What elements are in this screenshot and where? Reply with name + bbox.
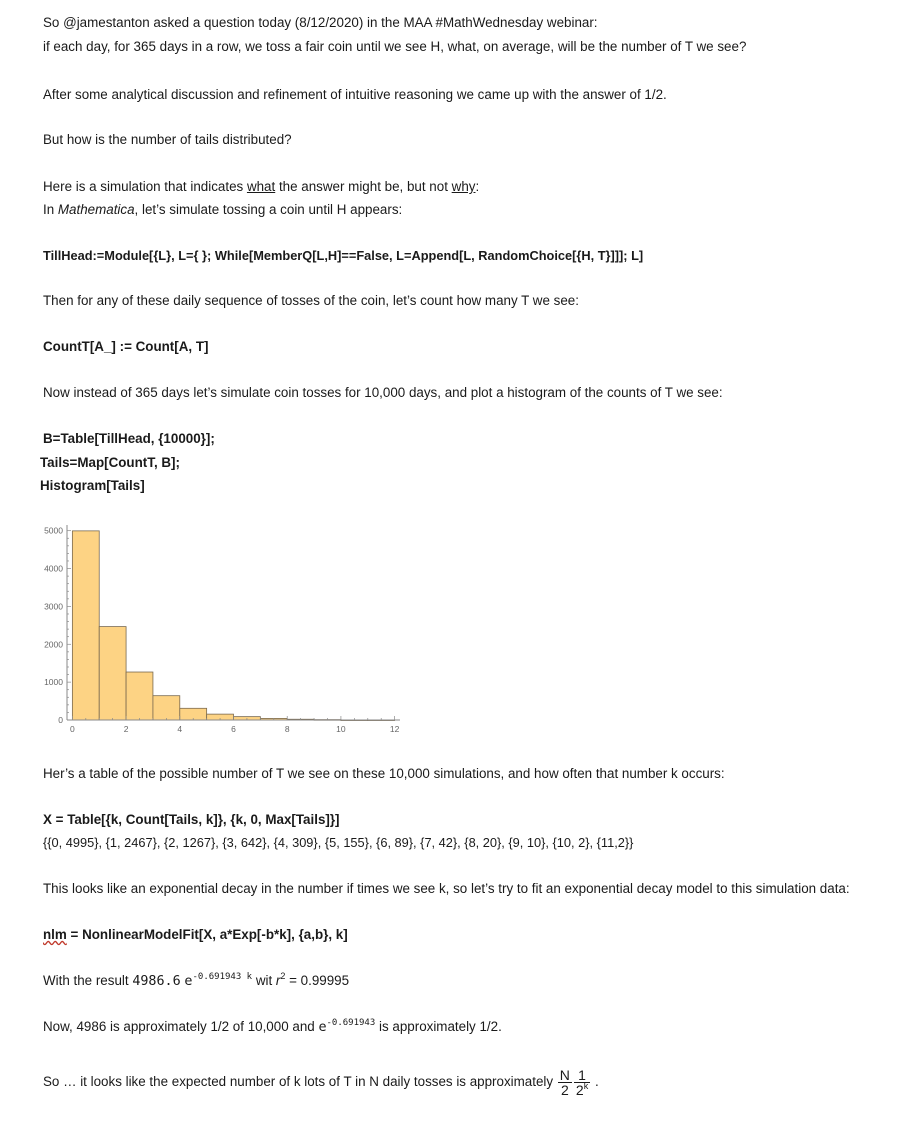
intro-line-2: if each day, for 365 days in a row, we toss a fair coin until we see H, what, on average, will be the number of T we see?: [43, 39, 747, 54]
fraction-n: N: [559, 1066, 570, 1083]
fraction-n-over-2: [558, 1068, 572, 1097]
code-countt: CountT[A_] := Count[A, T]: [43, 339, 209, 354]
histogram-bar: [99, 627, 126, 720]
approx-e: e: [318, 1020, 327, 1035]
mathematica-intro-a: In: [43, 202, 58, 217]
table-paragraph: Her’s a table of the possible number of T we see on these 10,000 simulations, and how often that number k occurs:: [43, 766, 725, 781]
x-tick-label: 8: [284, 724, 290, 734]
mathematica-intro-b: , let’s simulate tossing a coin until H appears:: [134, 202, 403, 217]
conclusion-end: .: [591, 1074, 599, 1089]
y-tick-label: 0: [58, 715, 63, 725]
word-what: what: [246, 179, 276, 194]
x-tick-label: 10: [336, 724, 346, 734]
result-r-squared: 2: [280, 971, 286, 981]
result-line: [43, 972, 349, 991]
nlm-expression: = NonlinearModelFit[X, a*Exp[-b*k], {a,b}, k]: [66, 927, 348, 942]
result-coefficient: 4986.6: [132, 974, 181, 989]
y-tick-label: 4000: [44, 563, 63, 574]
histogram-bar: [126, 672, 153, 720]
result-e: e: [184, 974, 193, 989]
fraction-2-base: 2: [575, 1081, 584, 1098]
mathematica-intro: [43, 201, 402, 219]
code-table: X = Table[{k, Count[Tails, k]}, {k, 0, Max[Tails]}]: [43, 812, 340, 827]
approx-a: Now, 4986 is approximately 1/2 of 10,000 and: [43, 1019, 319, 1034]
code-line-tails: Tails=Map[CountT, B];: [40, 455, 180, 470]
result-a: With the result: [43, 973, 133, 988]
y-tick-label: 1000: [44, 677, 63, 688]
now-paragraph: Now instead of 365 days let’s simulate coin tosses for 10,000 days, and plot a histogram of the counts of T we see:: [43, 385, 723, 400]
nlm-variable: nlm: [43, 927, 67, 942]
exp-paragraph: This looks like an exponential decay in the number if times we see k, so let’s try to fit an exponential decay model to this simulation data:: [43, 881, 850, 896]
histogram-chart: [30, 515, 410, 737]
result-exponent: -0.691943 k: [192, 972, 253, 982]
result-b: wit: [252, 973, 276, 988]
conclusion-a: So … it looks like the expected number of k lots of T in N daily tosses is approximately: [43, 1074, 557, 1089]
y-tick-label: 5000: [44, 525, 63, 536]
result-r: r: [275, 973, 281, 988]
y-tick-label: 2000: [44, 639, 63, 650]
answer-paragraph: After some analytical discussion and refinement of intuitive reasoning we came up with the answer of 1/2.: [43, 87, 667, 102]
fraction-1: 1: [574, 1068, 590, 1083]
result-c: = 0.99995: [285, 973, 350, 988]
x-tick-label: 0: [70, 724, 75, 734]
x-tick-label: 6: [231, 724, 236, 734]
x-tick-label: 4: [177, 724, 183, 734]
y-tick-label: 3000: [44, 601, 63, 612]
intro-line-1: So @jamestanton asked a question today (8/12/2020) in the MAA #MathWednesday webinar:: [43, 15, 598, 30]
word-why: why: [451, 179, 476, 194]
table-output: {{0, 4995}, {1, 2467}, {2, 1267}, {3, 642}, {4, 309}, {5, 155}, {6, 89}, {7, 42}, {8, 20}, {9, 10}, {10, 2}, {11,2}}: [43, 835, 634, 850]
count-paragraph: Then for any of these daily sequence of tosses of the coin, let’s count how many T we see:: [43, 293, 579, 308]
simulation-intro-b: the answer might be, but not: [275, 179, 452, 194]
fraction-1-over-2k: [574, 1068, 590, 1097]
fraction-2k: [574, 1080, 590, 1098]
conclusion-paragraph: [43, 1064, 599, 1100]
code-nlm: [43, 926, 348, 944]
histogram-bar: [72, 531, 99, 720]
fraction-k-exponent: k: [583, 1080, 589, 1091]
mathematica-name: Mathematica: [57, 202, 135, 217]
simulation-intro: [43, 178, 479, 196]
code-line-b: B=Table[TillHead, {10000}];: [43, 431, 215, 446]
x-tick-label: 2: [123, 724, 129, 734]
fraction-2: 2: [560, 1081, 569, 1098]
simulation-intro-a: Here is a simulation that indicates: [43, 179, 247, 194]
x-tick-label: 12: [389, 724, 400, 734]
histogram-bar: [153, 696, 180, 720]
approx-exponent: -0.691943: [326, 1018, 376, 1028]
code-tillhead: TillHead:=Module[{L}, L={ }; While[MemberQ[L,H]==False, L=Append[L, RandomChoice[{H, T}]]]; L]: [43, 248, 644, 263]
question-paragraph: But how is the number of tails distributed?: [43, 132, 292, 147]
approx-paragraph: [43, 1018, 502, 1037]
approx-b: is approximately 1/2.: [375, 1019, 502, 1034]
code-line-histogram: Histogram[Tails]: [40, 478, 145, 493]
simulation-intro-c: :: [475, 179, 480, 194]
